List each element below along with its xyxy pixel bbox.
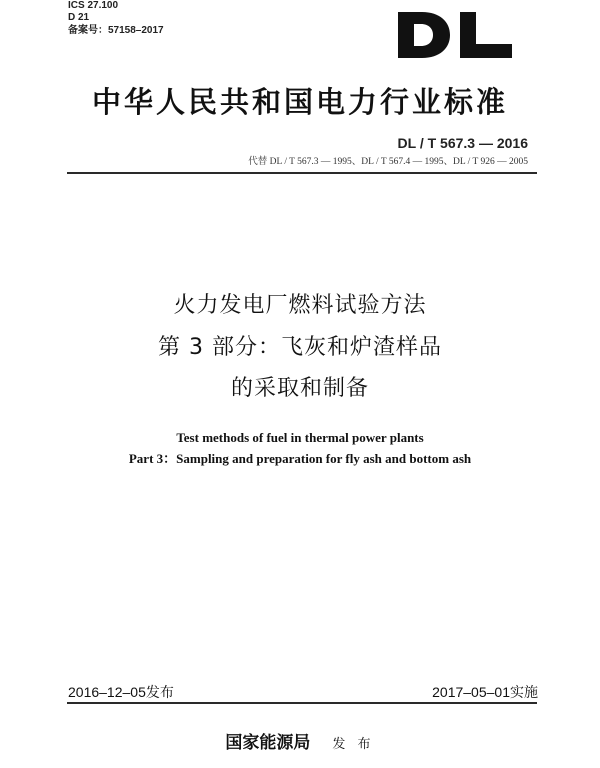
ics-code: ICS 27.100 (68, 0, 119, 11)
title-cn-line2: 第 3 部分：飞灰和炉渣样品 (158, 335, 442, 360)
class-code: D 21 (68, 12, 90, 23)
issue-date: 2016–12–05发布 (68, 684, 174, 700)
title-en-line1: Test methods of fuel in thermal power plants (176, 430, 424, 445)
effective-date: 2017–05–01实施 (432, 684, 538, 700)
dl-logo (396, 10, 514, 58)
issuer (0, 728, 600, 753)
issue-action: 发 布 (332, 737, 375, 752)
record-number: 备案号：57158–2017 (68, 25, 164, 36)
footer-rule (67, 702, 537, 704)
industry-standard-title: 中华人民共和国电力行业标准 (91, 85, 508, 119)
title-en-line2: Part 3：Sampling and preparation for fly ash and bottom ash (128, 451, 472, 466)
standard-number: DL / T 567.3 — 2016 (397, 135, 528, 151)
title-cn-line1: 火力发电厂燃料试验方法 (173, 293, 427, 318)
issuer-name: 国家能源局 (225, 733, 311, 753)
header-rule (67, 172, 537, 174)
replaces-note: 代替 DL / T 567.3 — 1995、DL / T 567.4 — 1995、DL / T 926 — 2005 (248, 157, 528, 167)
title-cn-line3: 的采取和制备 (230, 376, 369, 401)
